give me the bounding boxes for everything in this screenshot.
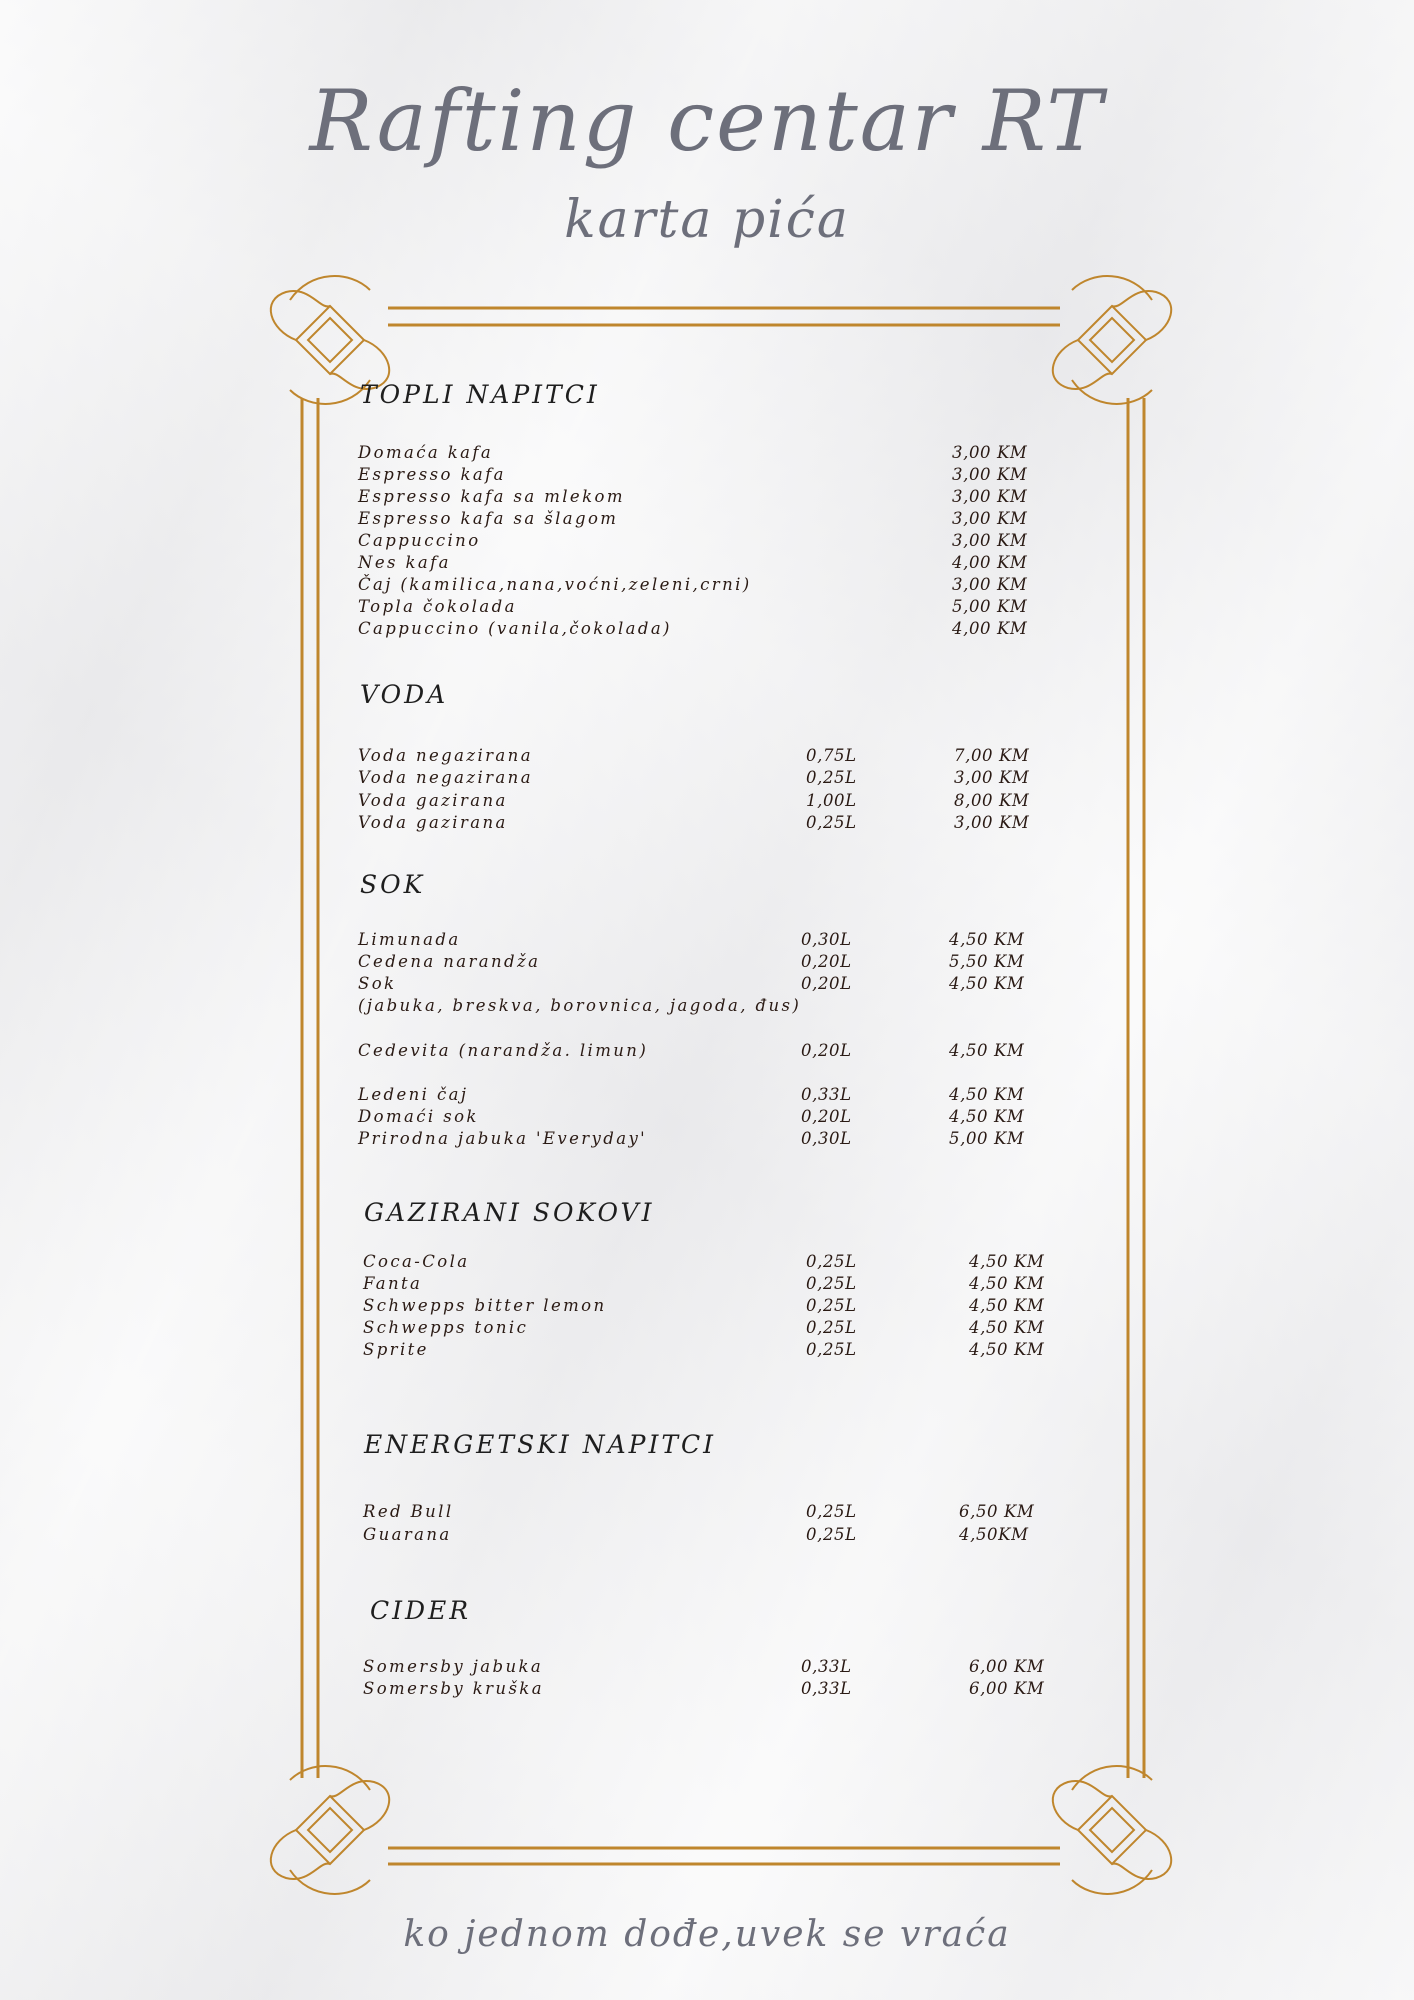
menu-item [363,1525,1163,1547]
menu-item-volume: 0,25L [806,1296,857,1315]
menu-item-name: Somersby jabuka [363,1657,544,1676]
menu-item-volume: 0,20L [801,1041,852,1060]
section-title-energetski-napitci: ENERGETSKI NAPITCI [364,1430,717,1459]
menu-item [363,1296,1163,1318]
menu-item-volume: 0,25L [806,1525,857,1544]
menu-item-volume: 0,30L [801,1129,852,1148]
menu-item-name: Limunada [358,930,461,949]
menu-item [363,1657,1163,1679]
menu-item-name: Espresso kafa sa mlekom [358,487,625,506]
menu-item-name: Čaj (kamilica,nana,voćni,zeleni,crni) [358,575,752,594]
corner-ornament-bottom-right [1053,1766,1171,1894]
menu-item-name: Voda gazirana [358,813,508,832]
menu-item-price: 4,00 KM [952,553,1028,572]
menu-item-name: Voda negazirana [358,746,533,765]
menu-item [363,1252,1163,1274]
menu-item-price: 4,50 KM [949,1107,1025,1126]
menu-item-name: Cappuccino [358,531,481,550]
menu-item [358,746,1158,768]
menu-item-name: Somersby kruška [363,1679,544,1698]
menu-item [358,619,1158,641]
menu-item-price: 4,50 KM [949,1085,1025,1104]
menu-item-name: Fanta [363,1274,423,1293]
menu-item-name: Schwepps bitter lemon [363,1296,607,1315]
menu-item-price: 3,00 KM [952,509,1028,528]
menu-item-price: 5,00 KM [949,1129,1025,1148]
menu-item [363,1679,1163,1701]
menu-item [358,487,1158,509]
menu-item [358,575,1158,597]
menu-item-price: 4,50 KM [949,1041,1025,1060]
menu-item-name: Voda negazirana [358,768,533,787]
menu-item-name: Red Bull [363,1502,454,1521]
menu-item-price: 4,50 KM [949,974,1025,993]
menu-item-price: 5,50 KM [949,952,1025,971]
menu-item-price: 3,00 KM [952,575,1028,594]
menu-item-name: Coca-Cola [363,1252,470,1271]
menu-item-price: 4,00 KM [952,619,1028,638]
menu-item-volume: 0,25L [806,768,857,787]
menu-item-volume: 0,33L [801,1679,852,1698]
menu-item [358,768,1158,790]
menu-item-volume: 0,30L [801,930,852,949]
menu-item [358,597,1158,619]
section-title-cider: CIDER [370,1596,472,1625]
menu-item [358,1041,1158,1063]
menu-item-name: Nes kafa [358,553,451,572]
menu-item-volume: 0,25L [806,1340,857,1359]
menu-item [358,465,1158,487]
footer-slogan: ko jednom dođe,uvek se vraća [403,1914,1011,1955]
menu-item [358,443,1158,465]
page-title: Rafting centar RT [309,72,1105,170]
menu-item [358,531,1158,553]
menu-item [363,1274,1163,1296]
menu-item [363,1318,1163,1340]
menu-item-price: 5,00 KM [952,597,1028,616]
menu-item-price: 3,00 KM [954,768,1030,787]
menu-item-name: Topla čokolada [358,597,517,616]
menu-item [358,509,1158,531]
menu-item-name: Domaća kafa [358,443,494,462]
menu-item-name: Cappuccino (vanila,čokolada) [358,619,672,638]
menu-item-price: 3,00 KM [954,813,1030,832]
menu-item-name: Sprite [363,1340,429,1359]
menu-item-price: 3,00 KM [952,487,1028,506]
menu-item-price: 4,50 KM [969,1274,1045,1293]
menu-item [358,1107,1158,1129]
menu-item-price: 4,50 KM [949,930,1025,949]
menu-item-price: 4,50 KM [969,1252,1045,1271]
menu-item-name: Cedevita (narandža. limun) [358,1041,649,1060]
menu-item [358,996,1158,1018]
menu-item [358,553,1158,575]
menu-item-volume: 0,33L [801,1657,852,1676]
menu-item-volume: 0,20L [801,952,852,971]
menu-item-price: 7,00 KM [954,746,1030,765]
menu-item-price: 3,00 KM [952,443,1028,462]
menu-item [358,1129,1158,1151]
menu-item-price: 4,50 KM [969,1340,1045,1359]
menu-item-name: (jabuka, breskva, borovnica, jagoda, đus) [358,996,802,1015]
menu-item-name: Espresso kafa sa šlagom [358,509,619,528]
menu-item-volume: 0,25L [806,1502,857,1521]
menu-item-name: Espresso kafa [358,465,506,484]
menu-item-price: 8,00 KM [954,791,1030,810]
menu-item [358,813,1158,835]
menu-item-price: 6,50 KM [959,1502,1035,1521]
menu-item-price: 3,00 KM [952,465,1028,484]
menu-item-price: 6,00 KM [969,1679,1045,1698]
page-subtitle: karta pića [564,190,850,250]
section-title-sok: SOK [360,870,426,899]
menu-item-name: Voda gazirana [358,791,508,810]
corner-ornament-bottom-left [271,1766,389,1894]
menu-item [358,791,1158,813]
menu-item-name: Cedena narandža [358,952,541,971]
menu-item-volume: 0,25L [806,1318,857,1337]
menu-item [358,1085,1158,1107]
corner-ornament-top-right [1053,276,1171,404]
menu-item [358,930,1158,952]
menu-item-volume: 0,20L [801,974,852,993]
menu-item-price: 3,00 KM [952,531,1028,550]
menu-item [363,1340,1163,1362]
menu-item-name: Domaći sok [358,1107,479,1126]
menu-item-volume: 1,00L [806,791,857,810]
menu-item [358,952,1158,974]
menu-item-volume: 0,25L [806,1274,857,1293]
menu-item-volume: 0,75L [806,746,857,765]
menu-item-name: Schwepps tonic [363,1318,529,1337]
menu-item-name: Prirodna jabuka 'Everyday' [358,1129,648,1148]
menu-item-name: Guarana [363,1525,452,1544]
menu-item-volume: 0,33L [801,1085,852,1104]
menu-item-price: 6,00 KM [969,1657,1045,1676]
menu-item-name: Ledeni čaj [358,1085,469,1104]
menu-item-volume: 0,25L [806,813,857,832]
menu-item [363,1502,1163,1524]
menu-item-volume: 0,20L [801,1107,852,1126]
menu-item [358,974,1158,996]
menu-item-name: Sok [358,974,397,993]
section-title-gazirani-sokovi: GAZIRANI SOKOVI [364,1198,655,1227]
section-title-voda: VODA [360,680,449,709]
menu-item-price: 4,50KM [959,1525,1029,1544]
menu-item-volume: 0,25L [806,1252,857,1271]
menu-item-price: 4,50 KM [969,1296,1045,1315]
menu-item-price: 4,50 KM [969,1318,1045,1337]
section-title-topli-napitci: TOPLI NAPITCI [360,380,600,409]
